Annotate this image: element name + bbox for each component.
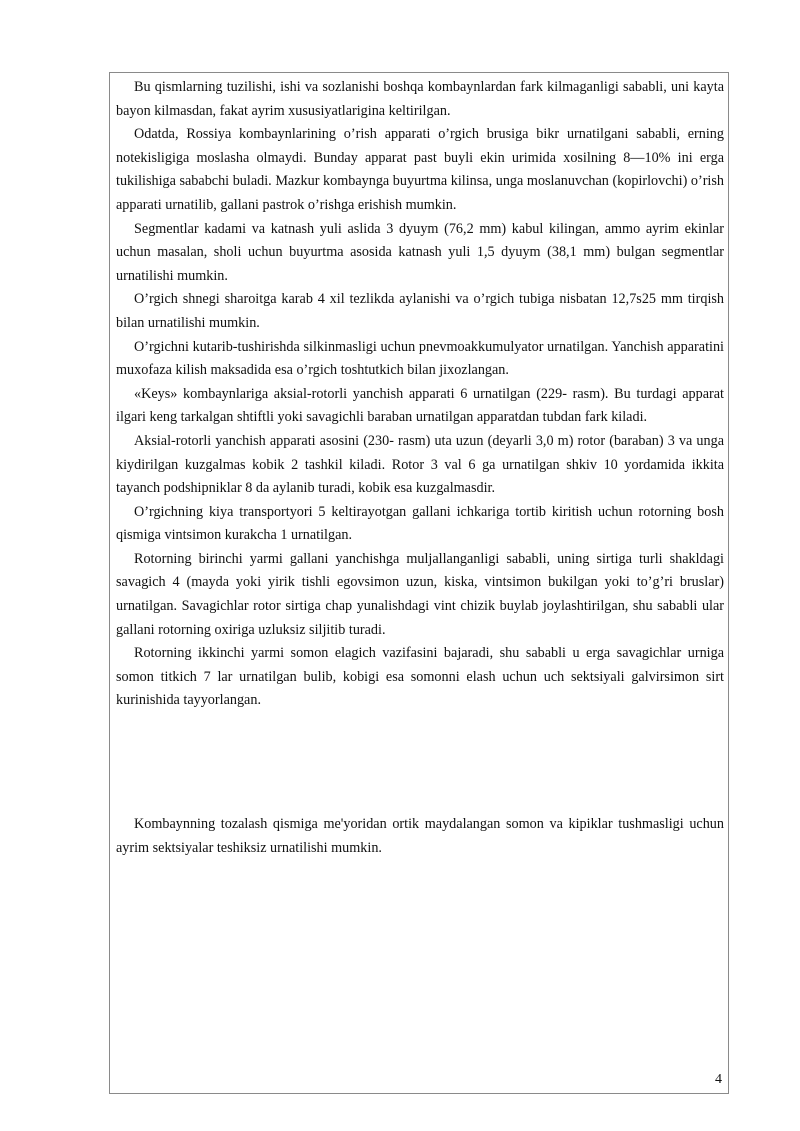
paragraph: Rotorning ikkinchi yarmi somon elagich vazifasini bajaradi, shu sababli u erga savagichlar urniga somon titkich 7 lar urnatilgan bulib, kobigi esa somonni elash uchun uch sektsiyali galvirsimon sirt kurinishida tayyorlangan. bbox=[116, 645, 724, 709]
paragraph: Segmentlar kadami va katnash yuli aslida 3 dyuym (76,2 mm) kabul kilingan, ammo ayrim ekinlar uchun masalan, sholi uchun buyurtma asosida katnash yuli 1,5 dyuym (38,1 mm) bulgan segmentlar urnatilishi mumkin. bbox=[116, 220, 724, 284]
paragraph: Bu qismlarning tuzilishi, ishi va sozlanishi boshqa kombaynlardan fark kilmaganligi sababli, uni kayta bayon kilmasdan, fakat ayrim xususiyatlarigina keltirilgan. bbox=[116, 79, 724, 119]
document-body bbox=[116, 76, 724, 860]
page-number: 4 bbox=[715, 1072, 722, 1087]
blank-space bbox=[116, 713, 724, 813]
paragraph: Odatda, Rossiya kombaynlarining o’rish apparati o’rgich brusiga bikr urnatilgani sababli, erning notekisligiga moslasha olmaydi. Bunday apparat past buyli ekin urimida xosilning 8—10% ini erga tukilishiga sababchi buladi. Mazkur kombaynga buyurtma kilinsa, unga moslanuvchan (kopirlovchi) o’rish apparati urnatilib, gallani pastrok o’rishga erishish mumkin. bbox=[116, 126, 724, 213]
paragraph: Aksial-rotorli yanchish apparati asosini (230- rasm) uta uzun (deyarli 3,0 m) rotor (baraban) 3 va unga kiydirilgan kuzgalmas kobik 2 tashkil kiladi. Rotor 3 val 6 ga urnatilgan shkiv 10 yordamida ikkita tayanch podshipniklar 8 da aylanib turadi, kobik esa kuzgalmasdir. bbox=[116, 432, 724, 497]
paragraph: O’rgichni kutarib-tushirishda silkinmasligi uchun pnevmoakkumulyator urnatilgan. Yanchish apparatini muxofaza kilish maksadida esa o’rgich toshtutkich bilan jixozlangan. bbox=[116, 338, 724, 379]
paragraph-bottom: Kombaynning tozalash qismiga me'yoridan ortik maydalangan somon va kipiklar tushmasligi uchun ayrim sektsiyalar teshiksiz urnatilishi mumkin. bbox=[116, 816, 724, 856]
paragraph: «Keys» kombaynlariga aksial-rotorli yanchish apparati 6 urnatilgan (229- rasm). Bu turdagi apparat ilgari keng tarkalgan shtiftli yoki savagichli baraban urnatilgan apparatdan tubdan fark kiladi. bbox=[116, 385, 724, 426]
paragraph: Rotorning birinchi yarmi gallani yanchishga muljallanganligi sababli, uning sirtiga turli shakldagi savagich 4 (mayda yoki yirik tishli egovsimon uzun, kiska, vintsimon bukilgan yoki to’g’ri bruslar) urnatilgan. Savagichlar rotor sirtiga chap yunalishdagi vint chizik buylab joylashtirilgan, shu sababli ular gallani rotorning oxiriga uzluksiz siljitib turadi. bbox=[116, 550, 724, 638]
paragraph: O’rgichning kiya transportyori 5 keltirayotgan gallani ichkariga tortib kiritish uchun rotorning bosh qismiga vintsimon kurakcha 1 urnatilgan. bbox=[116, 503, 724, 544]
paragraph: O’rgich shnegi sharoitga karab 4 xil tezlikda aylanishi va o’rgich tubiga nisbatan 12,7s25 mm tirqish bilan urnatilishi mumkin. bbox=[116, 291, 724, 331]
